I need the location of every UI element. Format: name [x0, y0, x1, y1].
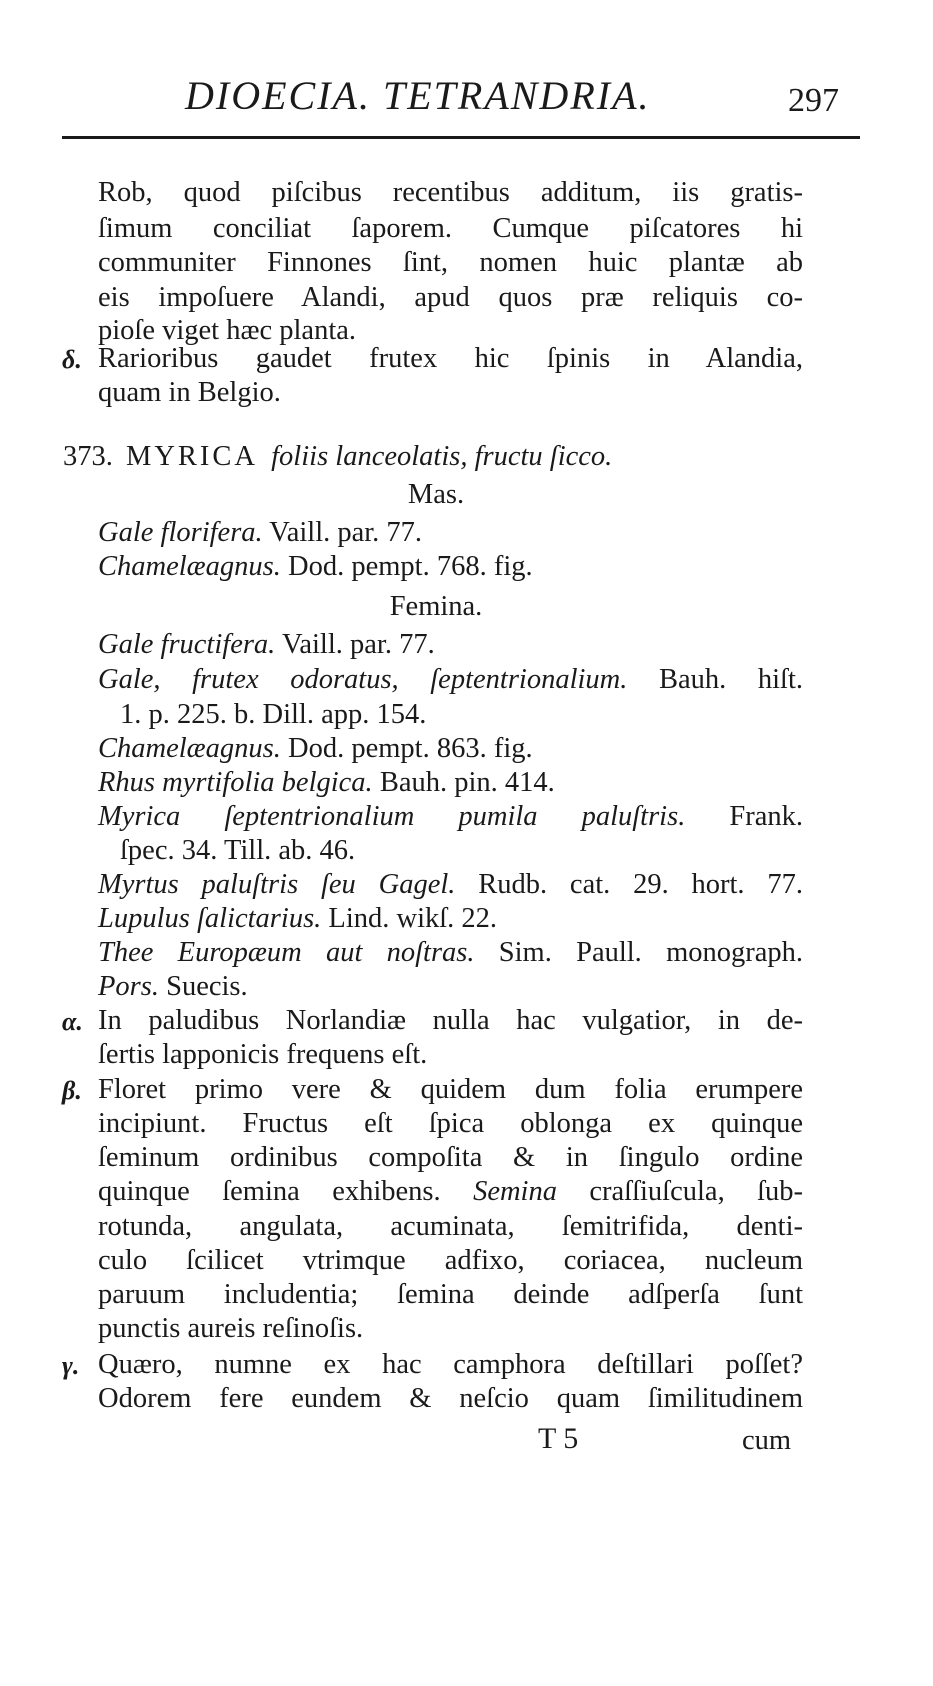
- femina-heading: Femina.: [389, 591, 483, 622]
- beta-line: Floret primo vere & quidem dum folia erumpere: [98, 1074, 803, 1105]
- gamma-line: Odorem fere eundem & neſcio quam ſimilitudinem: [98, 1383, 803, 1414]
- synonym-name: Lupulus ſalictarius.: [98, 903, 322, 934]
- synonym-name: Gale fructifera.: [98, 629, 276, 660]
- synonym-ref: Sim. Paull. monograph.: [498, 937, 803, 968]
- beta-line: rotunda, angulata, acuminata, ſemitrifida, denti-: [98, 1211, 803, 1242]
- beta-line: incipiunt. Fructus eſt ſpica oblonga ex quinque: [98, 1108, 803, 1139]
- beta-line: ſeminum ordinibus compoſita & in ſingulo ordine: [98, 1142, 803, 1173]
- gamma-line: Quæro, numne ex hac camphora deſtillari poſſet?: [98, 1349, 803, 1380]
- synonym-ref: Lind. wikſ. 22.: [328, 903, 498, 934]
- synonym-ref: Vaill. par. 77.: [269, 517, 423, 548]
- delta-mark: δ.: [62, 345, 82, 374]
- synonym-line: [120, 834, 355, 868]
- entry-heading: [63, 440, 612, 474]
- synonym-line: [98, 663, 803, 697]
- synonym-name: Myrica ſeptentrionalium pumila paluſtris.: [98, 801, 686, 832]
- intro-line: pioſe viget hæc planta.: [98, 315, 357, 346]
- synonym-name: Chamelæagnus.: [98, 551, 281, 582]
- synonym-ref: Vaill. par. 77.: [281, 629, 435, 660]
- synonym-name: Chamelæagnus.: [98, 733, 281, 764]
- catchword: cum: [742, 1425, 792, 1456]
- entry-number: 373.: [63, 441, 113, 472]
- signature-mark: T 5: [538, 1422, 579, 1455]
- synonym-name: Gale, frutex odoratus, ſeptentrionalium.: [98, 664, 628, 695]
- beta-line: paruum includentia; ſemina deinde adſperſa ſunt: [98, 1279, 803, 1310]
- synonym-line: [120, 698, 426, 732]
- header-rule: [62, 136, 860, 139]
- synonym-ref: Frank.: [729, 801, 803, 832]
- delta-line: Rarioribus gaudet frutex hic ſpinis in Alandia,: [98, 343, 803, 374]
- delta-line: quam in Belgio.: [98, 377, 281, 408]
- page-number: 297: [788, 82, 839, 119]
- synonym-line: [98, 970, 248, 1004]
- synonym-ref: ſpec. 34. Till. ab. 46.: [120, 835, 356, 866]
- gamma-mark: γ.: [62, 1351, 80, 1380]
- synonym-name: Pors.: [98, 971, 159, 1002]
- synonym-line: [98, 868, 803, 902]
- synonym-line: [98, 732, 533, 766]
- intro-line: ſimum conciliat ſaporem. Cumque piſcatores hi: [98, 213, 803, 244]
- alpha-line: ſertis lapponicis frequens eſt.: [98, 1039, 428, 1070]
- synonym-ref: Dod. pempt. 863. fig.: [288, 733, 533, 764]
- synonym-line: [98, 516, 422, 550]
- intro-line: eis impoſuere Alandi, apud quos præ reliquis co-: [98, 282, 803, 313]
- synonym-ref: 1. p. 225. b. Dill. app. 154.: [120, 699, 427, 730]
- beta-text: quinque ſemina exhibens.: [98, 1176, 441, 1207]
- synonym-line: [98, 800, 803, 834]
- synonym-ref: Rudb. cat. 29. hort. 77.: [478, 869, 803, 900]
- synonym-name: Rhus myrtifolia belgica.: [98, 767, 373, 798]
- synonym-ref: Suecis.: [166, 971, 248, 1002]
- diagnosis: foliis lanceolatis, fructu ſicco.: [271, 441, 613, 472]
- beta-line: punctis aureis reſinoſis.: [98, 1313, 364, 1344]
- synonym-line: [98, 550, 533, 584]
- running-title: DIOECIA. TETRANDRIA.: [185, 73, 651, 118]
- synonym-ref: Dod. pempt. 768. fig.: [288, 551, 533, 582]
- synonym-line: [98, 902, 497, 936]
- intro-line: communiter Finnones ſint, nomen huic plantæ ab: [98, 247, 803, 278]
- synonym-name: Myrtus paluſtris ſeu Gagel.: [98, 869, 456, 900]
- synonym-ref: Bauh. pin. 414.: [379, 767, 555, 798]
- intro-line: Rob, quod piſcibus recentibus additum, iis gratis-: [98, 177, 803, 208]
- mas-heading: Mas.: [407, 479, 465, 510]
- beta-line: [98, 1175, 803, 1209]
- beta-italic-term: Semina: [473, 1176, 557, 1207]
- genus-name: MYRICA: [126, 441, 259, 472]
- alpha-mark: α.: [62, 1007, 83, 1036]
- synonym-ref: Bauh. hiſt.: [658, 664, 803, 695]
- beta-mark: β.: [62, 1076, 82, 1105]
- synonym-line: [98, 766, 555, 800]
- beta-text: craſſiuſcula, ſub-: [589, 1176, 804, 1207]
- synonym-line: [98, 628, 435, 662]
- synonym-name: Thee Europæum aut noſtras.: [98, 937, 475, 968]
- synonym-name: Gale florifera.: [98, 517, 263, 548]
- synonym-line: [98, 936, 803, 970]
- beta-line: culo ſcilicet vtrimque adfixo, coriacea, nucleum: [98, 1245, 803, 1276]
- alpha-line: In paludibus Norlandiæ nulla hac vulgatior, in de-: [98, 1005, 803, 1036]
